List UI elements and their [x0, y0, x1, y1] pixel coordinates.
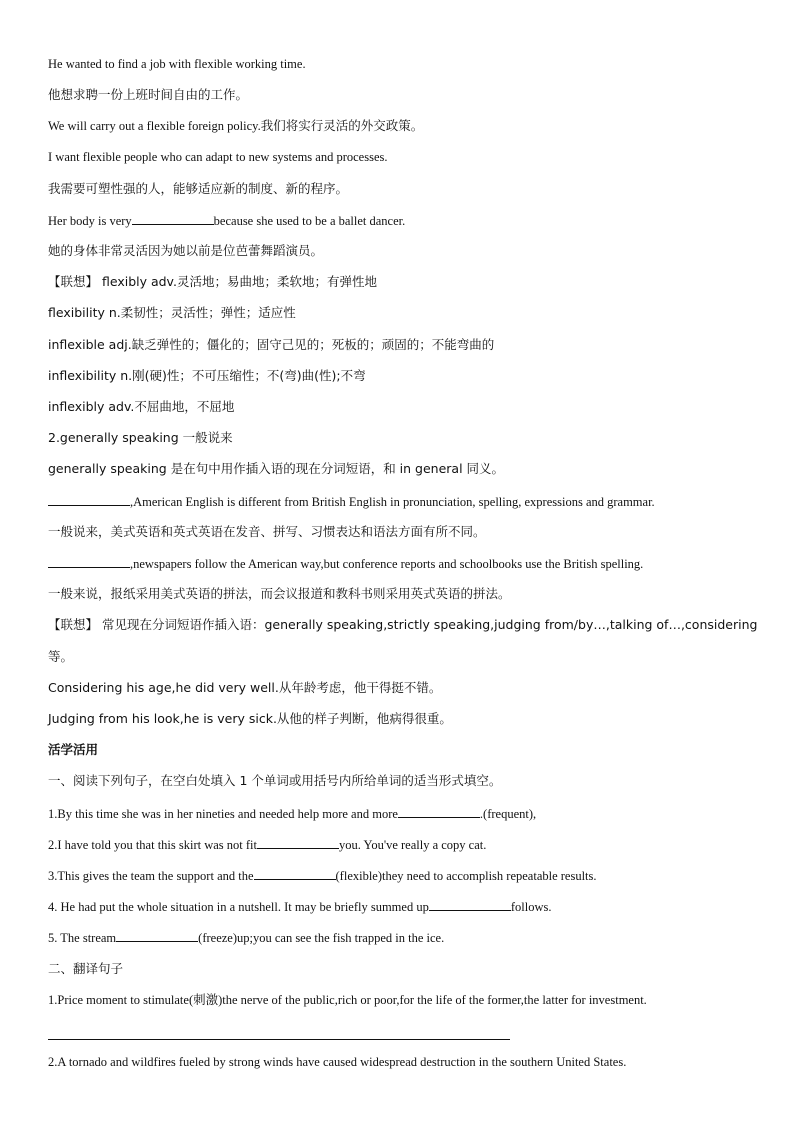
- question-text: 1.By this time she was in her nineties and needed help more and more: [48, 807, 398, 821]
- question-text: 3.This gives the team the support and the: [48, 869, 254, 883]
- fill-blank-sentence: [48, 555, 643, 572]
- example-sentence: I want flexible people who can adapt to new systems and processes.: [48, 150, 388, 164]
- practice-heading: 活学活用: [48, 742, 99, 757]
- fill-blank-sentence: [48, 493, 655, 510]
- exercise-question: [48, 836, 486, 853]
- question-text: .(frequent),: [479, 807, 537, 821]
- question-text: (freeze)up;you can see the fish trapped in the ice.: [198, 931, 445, 945]
- sentence-part: because she used to be a ballet dancer.: [213, 214, 406, 228]
- example-translation: 一般说来，美式英语和英式英语在发音、拼写、习惯表达和语法方面有所不同。: [48, 524, 486, 539]
- question-text: you. You've really a copy cat.: [339, 838, 487, 852]
- question-text: (flexible)they need to accomplish repeatable results.: [335, 869, 597, 883]
- answer-blank[interactable]: [257, 836, 339, 849]
- answer-blank[interactable]: [132, 212, 214, 225]
- section-heading: 2.generally speaking 一般说来: [48, 430, 233, 445]
- sentence-part: ,American English is different from British English in pronunciation, spelling, expressions and grammar.: [130, 495, 655, 509]
- example-sentence: Considering his age,he did very well.从年龄考虑，他干得挺不错。: [48, 680, 442, 695]
- usage-note: generally speaking 是在句中用作插入语的现在分词短语，和 in general 同义。: [48, 461, 505, 476]
- answer-blank[interactable]: [48, 555, 130, 568]
- word-entry: inflexible adj.缺乏弹性的；僵化的；固守己见的；死板的；顽固的；不能弯曲的: [48, 337, 495, 352]
- question-text: 2.I have told you that this skirt was not fit: [48, 838, 258, 852]
- answer-blank[interactable]: [48, 493, 130, 506]
- example-sentence: Judging from his look,he is very sick.从他的样子判断，他病得很重。: [48, 711, 452, 726]
- question-text: 5. The stream: [48, 931, 117, 945]
- example-translation: 他想求聘一份上班时间自由的工作。: [48, 87, 249, 102]
- association-note-continued: 等。: [48, 649, 74, 664]
- exercise-question: [48, 898, 551, 915]
- answer-blank[interactable]: [398, 805, 480, 818]
- word-entry: inflexibly adv.不屈曲地，不屈地: [48, 399, 235, 414]
- answer-blank[interactable]: [116, 929, 198, 942]
- question-text: 4. He had put the whole situation in a nutshell. It may be briefly summed up: [48, 900, 429, 914]
- exercise-question: [48, 929, 444, 946]
- sentence-part: ,newspapers follow the American way,but conference reports and schoolbooks use the British spelling.: [130, 557, 644, 571]
- exercise-instruction: 一、阅读下列句子，在空白处填入 1 个单词或用括号内所给单词的适当形式填空。: [48, 773, 502, 788]
- fill-blank-sentence: [48, 212, 405, 229]
- exercise-question: [48, 867, 597, 884]
- association-note: 【联想】 flexibly adv.灵活地；易曲地；柔软地；有弹性地: [48, 274, 377, 289]
- exercise-instruction: 二、翻译句子: [48, 961, 124, 976]
- word-entry: inflexibility n.刚(硬)性；不可压缩性；不(弯)曲(性);不弯: [48, 368, 366, 383]
- translation-question: 1.Price moment to stimulate(刺激)the nerve of the public,rich or poor,for the life of the former,the latter for investment.: [48, 993, 647, 1007]
- example-translation: 一般来说，报纸采用美式英语的拼法，而会议报道和教科书则采用英式英语的拼法。: [48, 586, 511, 601]
- example-translation: 我需要可塑性强的人，能够适应新的制度、新的程序。: [48, 181, 349, 196]
- example-sentence: He wanted to find a job with flexible working time.: [48, 57, 306, 71]
- exercise-question: [48, 805, 536, 822]
- answer-blank[interactable]: [429, 898, 511, 911]
- association-note: 【联想】 常见现在分词短语作插入语：generally speaking,strictly speaking,judging from/by…,talking of…,considering: [48, 617, 758, 632]
- example-translation: 她的身体非常灵活因为她以前是位芭蕾舞蹈演员。: [48, 243, 324, 258]
- sentence-part: Her body is very: [48, 214, 132, 228]
- question-text: follows.: [510, 900, 552, 914]
- example-sentence: We will carry out a flexible foreign policy.我们将实行灵活的外交政策。: [48, 119, 424, 133]
- translation-question: 2.A tornado and wildfires fueled by strong winds have caused widespread destruction in the southern United States.: [48, 1055, 627, 1069]
- word-entry: flexibility n.柔韧性；灵活性；弹性；适应性: [48, 305, 296, 320]
- answer-line[interactable]: [48, 1039, 510, 1040]
- answer-blank[interactable]: [254, 867, 336, 880]
